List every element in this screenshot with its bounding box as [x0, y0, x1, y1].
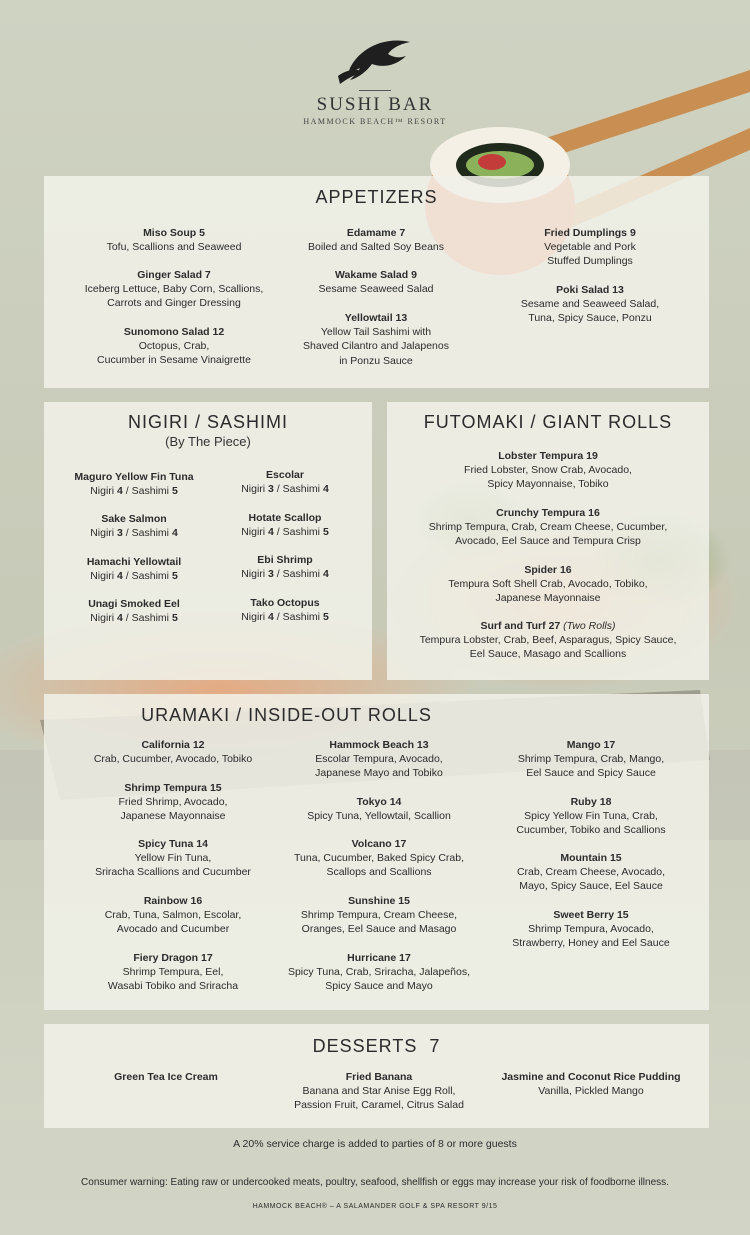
menu-item: [480, 795, 702, 838]
item-name: Hamachi Yellowtail: [86, 556, 182, 568]
item-price: 16: [559, 564, 572, 576]
logo-rule: [359, 90, 391, 91]
item-name: Spicy Tuna: [138, 838, 194, 850]
menu-item: [64, 268, 284, 311]
item-desc: Eel Sauce, Masago and Scallions: [469, 648, 627, 661]
menu-item: [58, 1070, 274, 1084]
item-price: 18: [599, 796, 612, 808]
item-name: Ruby: [570, 796, 597, 808]
menu-item: [266, 894, 492, 937]
item-desc: Tuna, Cucumber, Baked Spicy Crab,: [293, 852, 465, 865]
uramaki-title: URAMAKI / INSIDE-OUT ROLLS: [141, 705, 432, 725]
nigiri-item: Maguro Yellow Fin Tuna Nigiri 4 / Sashimi 5: [54, 470, 214, 498]
item-desc: Japanese Mayo and Tobiko: [315, 767, 443, 780]
nigiri-label: Nigiri: [241, 611, 266, 624]
menu-item: [58, 837, 288, 880]
item-desc: Crab, Cream Cheese, Avocado,: [516, 866, 666, 879]
desserts-title-text: DESSERTS: [312, 1036, 418, 1056]
item-note: (Two Rolls): [563, 620, 616, 632]
item-name: Tako Octopus: [250, 597, 320, 609]
menu-item: [64, 226, 284, 254]
nigiri-panel: [44, 402, 372, 680]
nigiri-price: 4: [117, 612, 123, 625]
nigiri-price: 4: [117, 570, 123, 583]
item-desc: Vegetable and Pork: [544, 241, 636, 254]
item-price: 14: [389, 796, 402, 808]
sashimi-label: Sashimi: [282, 526, 321, 539]
menu-item: [64, 325, 284, 368]
item-name: Green Tea Ice Cream: [114, 1071, 218, 1083]
item-desc: Spicy Tuna, Yellowtail, Scallion: [307, 810, 451, 823]
nigiri-label: Nigiri: [90, 570, 115, 583]
item-name: Tokyo: [356, 796, 387, 808]
logo-title: SUSHI BAR: [316, 94, 434, 115]
menu-item: [480, 1070, 702, 1098]
item-price: 9: [411, 269, 417, 281]
nigiri-item: Ebi Shrimp Nigiri 3 / Sashimi 4: [214, 553, 356, 581]
item-price: 7: [204, 269, 211, 281]
item-price: 15: [209, 782, 222, 794]
menu-item: [58, 738, 288, 766]
menu-item: [266, 268, 486, 296]
item-desc: Tuna, Spicy Sauce, Ponzu: [528, 312, 652, 325]
sashimi-label: Sashimi: [282, 611, 321, 624]
item-name: Ebi Shrimp: [257, 554, 313, 566]
sashimi-label: Sashimi: [282, 568, 321, 581]
item-desc: Sesame and Seaweed Salad,: [520, 298, 660, 311]
sashimi-price: 5: [171, 570, 178, 583]
item-name: Wakame Salad: [335, 269, 409, 281]
item-name: Mountain: [560, 852, 608, 864]
item-name: Poki Salad: [556, 284, 610, 296]
nigiri-item: Escolar Nigiri 3 / Sashimi 4: [214, 468, 356, 496]
consumer-warning: Consumer warning: Eating raw or undercooked meats, poultry, seafood, shellfish or eggs may increase your risk of foodborne illness.: [81, 1177, 669, 1188]
menu-item: [480, 851, 702, 894]
item-desc: Spicy Mayonnaise, Tobiko: [487, 478, 609, 491]
nigiri-price: 4: [268, 611, 274, 624]
item-desc: Eel Sauce and Spicy Sauce: [526, 767, 656, 780]
item-price: 17: [399, 952, 411, 964]
menu-item: [266, 738, 492, 781]
item-desc: in Ponzu Sauce: [339, 354, 413, 367]
item-price: 16: [190, 895, 203, 907]
item-desc: Passion Fruit, Caramel, Citrus Salad: [294, 1099, 464, 1112]
item-desc: Shrimp Tempura, Crab, Cream Cheese, Cucumber,: [428, 521, 668, 534]
sashimi-price: 4: [171, 527, 178, 540]
item-desc: Avocado, Eel Sauce and Tempura Crisp: [455, 535, 641, 548]
item-name: Hurricane: [347, 952, 397, 964]
item-price: 15: [616, 909, 629, 921]
menu-item: [387, 563, 709, 606]
item-desc: Sesame Seaweed Salad: [318, 283, 434, 296]
menu-item: [266, 311, 486, 368]
sashimi-price: 5: [171, 485, 178, 498]
item-price: 17: [201, 952, 213, 964]
item-price: 12: [212, 326, 225, 338]
logo: [0, 28, 750, 126]
item-name: Shrimp Tempura: [124, 782, 208, 794]
menu-item: [58, 894, 288, 937]
item-name: Unagi Smoked Eel: [88, 598, 180, 610]
appetizers-title: APPETIZERS: [315, 187, 438, 207]
item-name: Yellowtail: [344, 312, 393, 324]
item-price: 7: [399, 227, 406, 239]
item-name: Maguro Yellow Fin Tuna: [74, 471, 194, 483]
item-desc: Escolar Tempura, Avocado,: [315, 753, 443, 766]
menu-item: [387, 506, 709, 549]
item-name: Fried Banana: [345, 1071, 413, 1083]
item-price: 17: [394, 838, 407, 850]
item-price: 13: [416, 739, 429, 751]
item-name: Sake Salmon: [101, 513, 167, 525]
menu-item: [58, 781, 288, 824]
item-desc: Tempura Soft Shell Crab, Avocado, Tobiko,: [448, 578, 648, 591]
item-price: 17: [603, 739, 616, 751]
item-desc: Boiled and Salted Soy Beans: [307, 241, 444, 254]
sashimi-label: Sashimi: [131, 570, 170, 583]
item-price: 15: [398, 895, 410, 907]
nigiri-label: Nigiri: [241, 483, 266, 496]
item-name: Rainbow: [143, 895, 188, 907]
menu-item: [480, 738, 702, 781]
menu-item: [266, 1070, 492, 1113]
sashimi-price: 5: [322, 611, 329, 624]
item-name: Sunshine: [348, 895, 396, 907]
item-desc: Yellow Fin Tuna,: [134, 852, 212, 865]
desserts-price: 7: [429, 1036, 441, 1056]
item-desc: Wasabi Tobiko and Sriracha: [107, 980, 239, 993]
item-desc: Spicy Yellow Fin Tuna, Crab,: [524, 810, 658, 823]
item-name: Sweet Berry: [553, 909, 615, 921]
item-name: Fried Dumplings: [544, 227, 628, 239]
sashimi-label: Sashimi: [131, 485, 170, 498]
item-name: Lobster Tempura: [498, 450, 584, 462]
nigiri-label: Nigiri: [90, 485, 115, 498]
menu-item: [266, 795, 492, 823]
item-price: 14: [196, 838, 208, 850]
item-name: Edamame: [346, 227, 397, 239]
service-charge-note: A 20% service charge is added to parties of 8 or more guests: [233, 1138, 517, 1150]
menu-item: [266, 226, 486, 254]
item-desc: Tofu, Scallions and Seaweed: [106, 241, 242, 254]
menu-item: [58, 951, 288, 994]
item-desc: Scallops and Scallions: [326, 866, 432, 879]
item-desc: Japanese Mayonnaise: [495, 592, 601, 605]
item-name: Mango: [566, 739, 601, 751]
item-desc: Crab, Cucumber, Avocado, Tobiko: [93, 753, 253, 766]
item-desc: Spicy Tuna, Crab, Sriracha, Jalapeños,: [287, 966, 471, 979]
item-desc: Crab, Tuna, Salmon, Escolar,: [104, 909, 242, 922]
item-name: Hotate Scallop: [248, 512, 322, 524]
sashimi-label: Sashimi: [131, 527, 170, 540]
item-price: 5: [199, 227, 205, 239]
nigiri-item: Hotate Scallop Nigiri 4 / Sashimi 5: [214, 511, 356, 539]
item-desc: Vanilla, Pickled Mango: [538, 1085, 644, 1098]
item-desc: Cucumber, Tobiko and Scallions: [516, 824, 666, 837]
item-desc: Avocado and Cucumber: [116, 923, 230, 936]
item-desc: Stuffed Dumplings: [547, 255, 633, 268]
nigiri-label: Nigiri: [241, 568, 266, 581]
futomaki-panel: [387, 402, 709, 680]
item-price: 16: [588, 507, 600, 519]
bird-logo-icon: [330, 28, 420, 86]
nigiri-label: Nigiri: [241, 526, 266, 539]
item-price: 27: [548, 620, 561, 632]
item-desc: Shrimp Tempura, Cream Cheese,: [300, 909, 458, 922]
item-desc: Japanese Mayonnaise: [120, 810, 226, 823]
item-name: Crunchy Tempura: [496, 507, 586, 519]
nigiri-label: Nigiri: [90, 527, 115, 540]
item-desc: Fried Lobster, Snow Crab, Avocado,: [464, 464, 632, 477]
nigiri-subtitle: (By The Piece): [165, 434, 251, 449]
item-name: Jasmine and Coconut Rice Pudding: [501, 1071, 681, 1083]
menu-item: [387, 619, 709, 662]
item-desc: Mayo, Spicy Sauce, Eel Sauce: [519, 880, 663, 893]
item-price: 13: [612, 284, 624, 296]
item-desc: Octopus, Crab,: [138, 340, 210, 353]
nigiri-price: 4: [117, 485, 123, 498]
item-name: Surf and Turf: [480, 620, 546, 632]
item-price: 9: [629, 227, 636, 239]
item-desc: Fried Shrimp, Avocado,: [118, 796, 228, 809]
item-price: 12: [192, 739, 205, 751]
item-desc: Strawberry, Honey and Eel Sauce: [512, 937, 670, 950]
desserts-title: [44, 1036, 709, 1057]
item-name: Sunomono Salad: [123, 326, 210, 338]
sashimi-label: Sashimi: [131, 612, 170, 625]
item-desc: Iceberg Lettuce, Baby Corn, Scallions,: [84, 283, 264, 296]
item-desc: Cucumber in Sesame Vinaigrette: [97, 354, 251, 367]
menu-item: [480, 283, 700, 326]
item-name: Ginger Salad: [137, 269, 202, 281]
item-desc: Spicy Sauce and Mayo: [325, 980, 433, 993]
item-name: Spider: [524, 564, 558, 576]
logo-subtitle: HAMMOCK BEACH™ RESORT: [303, 117, 447, 126]
menu-item: [266, 951, 492, 994]
item-desc: Shrimp Tempura, Crab, Mango,: [517, 753, 665, 766]
item-desc: Yellow Tail Sashimi with: [320, 326, 432, 339]
item-name: California: [141, 739, 190, 751]
item-desc: Shrimp Tempura, Avocado,: [528, 923, 654, 936]
uramaki-panel: [44, 694, 709, 1010]
sashimi-label: Sashimi: [282, 483, 321, 496]
nigiri-item: Unagi Smoked Eel Nigiri 4 / Sashimi 5: [54, 597, 214, 625]
nigiri-item: Tako Octopus Nigiri 4 / Sashimi 5: [214, 596, 356, 624]
item-desc: Carrots and Ginger Dressing: [107, 297, 241, 310]
nigiri-price: 3: [117, 527, 123, 540]
resort-credit: HAMMOCK BEACH® – A SALAMANDER GOLF & SPA RESORT 9/15: [252, 1203, 498, 1210]
item-desc: Banana and Star Anise Egg Roll,: [302, 1085, 456, 1098]
menu-item: [480, 226, 700, 269]
appetizers-panel: [44, 176, 709, 388]
item-price: 19: [586, 450, 598, 462]
sashimi-price: 5: [171, 612, 178, 625]
item-name: Escolar: [266, 469, 304, 481]
menu-item: [266, 837, 492, 880]
item-price: 15: [609, 852, 622, 864]
nigiri-label: Nigiri: [90, 612, 115, 625]
sashimi-price: 4: [322, 568, 329, 581]
menu-item: [480, 908, 702, 951]
desserts-panel: [44, 1024, 709, 1128]
nigiri-item: Sake Salmon Nigiri 3 / Sashimi 4: [54, 512, 214, 540]
item-name: Miso Soup: [143, 227, 197, 239]
item-desc: Shrimp Tempura, Eel,: [122, 966, 224, 979]
sashimi-price: 4: [322, 483, 329, 496]
item-price: 13: [395, 312, 408, 324]
item-name: Hammock Beach: [329, 739, 414, 751]
nigiri-price: 4: [268, 526, 274, 539]
nigiri-item: Hamachi Yellowtail Nigiri 4 / Sashimi 5: [54, 555, 214, 583]
item-name: Fiery Dragon: [133, 952, 199, 964]
sashimi-price: 5: [322, 526, 329, 539]
menu-item: [387, 449, 709, 492]
item-desc: Oranges, Eel Sauce and Masago: [301, 923, 457, 936]
item-desc: Shaved Cilantro and Jalapenos: [303, 340, 449, 353]
item-desc: Tempura Lobster, Crab, Beef, Asparagus, Spicy Sauce,: [419, 634, 677, 647]
nigiri-price: 3: [268, 483, 274, 496]
nigiri-title: NIGIRI / SASHIMI: [127, 412, 289, 432]
item-name: Volcano: [351, 838, 392, 850]
nigiri-price: 3: [268, 568, 274, 581]
item-desc: Sriracha Scallions and Cucumber: [95, 866, 251, 879]
futomaki-title: FUTOMAKI / GIANT ROLLS: [423, 412, 673, 432]
